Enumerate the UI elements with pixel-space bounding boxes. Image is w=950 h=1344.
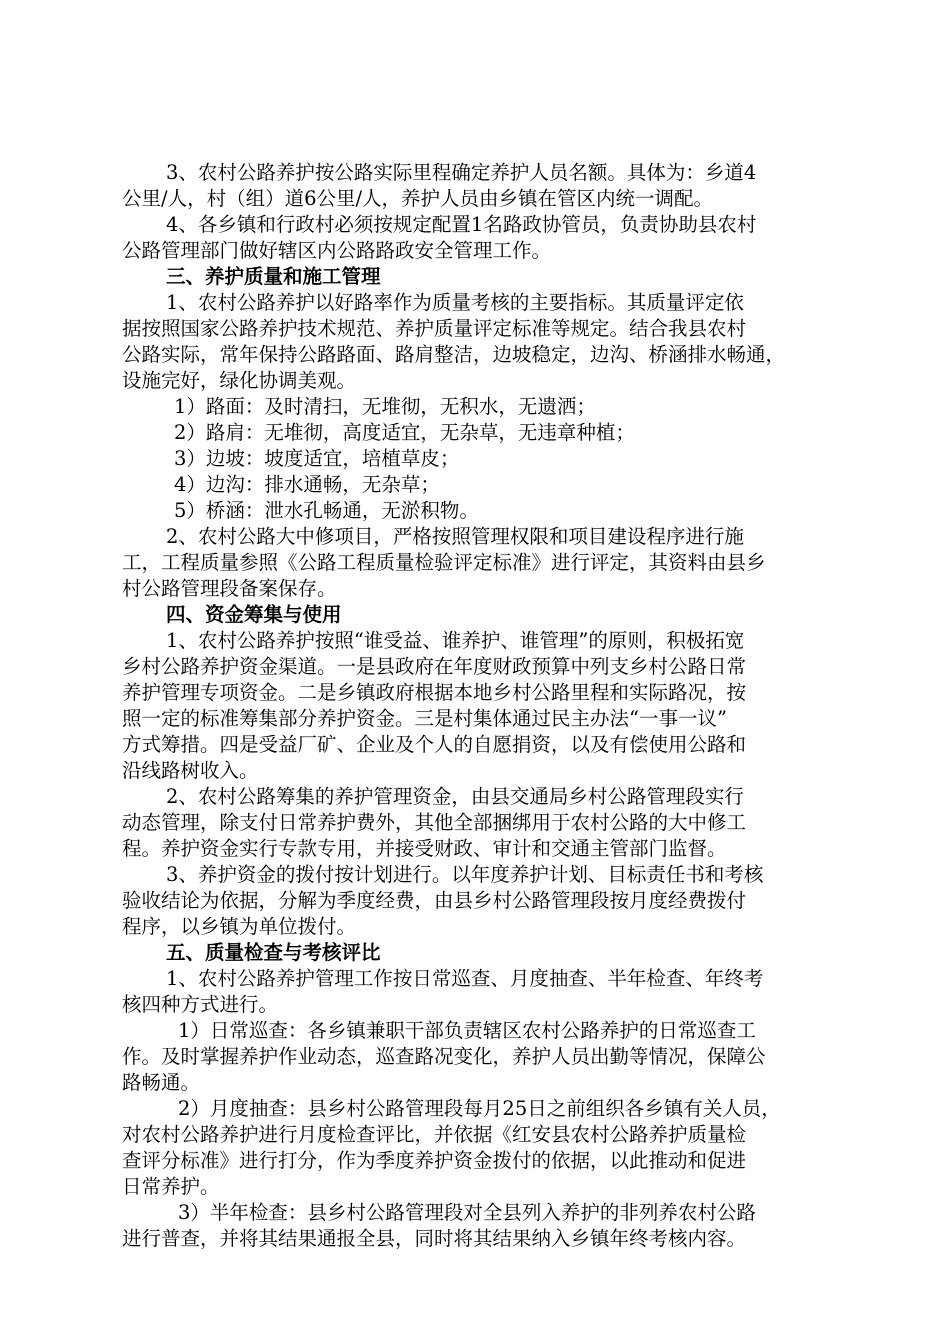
paragraph-line: 路畅通。 bbox=[122, 1071, 201, 1094]
paragraph-line: 2）月度抽查：县乡村公路管理段每月25日之前组织各乡镇有关人员， bbox=[178, 1097, 781, 1120]
paragraph-line: 程。养护资金实行专款专用，并接受财政、审计和交通主管部门监督。 bbox=[122, 837, 727, 860]
paragraph-line: 公里/人，村（组）道6公里/人，养护人员由乡镇在管区内统一调配。 bbox=[122, 187, 714, 210]
paragraph-line: 作。及时掌握养护作业动态，巡查路况变化，养护人员出勤等情况，保障公 bbox=[122, 1045, 766, 1068]
paragraph-line: 2、农村公路筹集的养护管理资金，由县交通局乡村公路管理段实行 bbox=[166, 785, 744, 808]
paragraph-line: 3、农村公路养护按公路实际里程确定养护人员名额。具体为：乡道4 bbox=[166, 161, 757, 184]
list-item: 1）路面：及时清扫，无堆彻，无积水，无遗洒； bbox=[174, 395, 596, 418]
paragraph-line: 照一定的标准筹集部分养护资金。三是村集体通过民主办法“一事一议” bbox=[122, 707, 727, 730]
paragraph-line: 进行普查，并将其结果通报全县，同时将其结果纳入乡镇年终考核内容。 bbox=[122, 1227, 747, 1250]
paragraph-line: 公路实际，常年保持公路路面、路肩整洁，边坡稳定，边沟、桥涵排水畅通， bbox=[122, 343, 786, 366]
paragraph-line: 1、农村公路养护管理工作按日常巡查、月度抽查、半年检查、年终考 bbox=[166, 967, 764, 990]
paragraph-line: 查评分标准》进行打分，作为季度养护资金拨付的依据，以此推动和促进 bbox=[122, 1149, 747, 1172]
paragraph-line: 对农村公路养护进行月度检查评比，并依据《红安县农村公路养护质量检 bbox=[122, 1123, 747, 1146]
section-heading: 三、养护质量和施工管理 bbox=[166, 265, 381, 288]
paragraph-line: 据按照国家公路养护技术规范、养护质量评定标准等规定。结合我县农村 bbox=[122, 317, 747, 340]
list-item: 5）桥涵：泄水孔畅通，无淤积物。 bbox=[174, 499, 479, 522]
paragraph-line: 乡村公路养护资金渠道。一是县政府在年度财政预算中列支乡村公路日常 bbox=[122, 655, 747, 678]
paragraph-line: 1、农村公路养护按照“谁受益、谁养护、谁管理”的原则，积极拓宽 bbox=[166, 629, 745, 652]
paragraph-line: 1）日常巡查：各乡镇兼职干部负责辖区农村公路养护的日常巡查工 bbox=[178, 1019, 756, 1042]
list-item: 2）路肩：无堆彻，高度适宜，无杂草，无违章种植； bbox=[174, 421, 635, 444]
paragraph-line: 验收结论为依据，分解为季度经费，由县乡村公路管理段按月度经费拨付 bbox=[122, 889, 747, 912]
section-heading: 五、质量检查与考核评比 bbox=[166, 941, 381, 964]
paragraph-line: 1、农村公路养护以好路率作为质量考核的主要指标。其质量评定依 bbox=[166, 291, 744, 314]
paragraph-line: 村公路管理段备案保存。 bbox=[122, 577, 337, 600]
paragraph-line: 2、农村公路大中修项目，严格按照管理权限和项目建设程序进行施 bbox=[166, 525, 744, 548]
paragraph-line: 核四种方式进行。 bbox=[122, 993, 279, 1016]
paragraph-line: 工，工程质量参照《公路工程质量检验评定标准》进行评定，其资料由县乡 bbox=[122, 551, 766, 574]
paragraph-line: 养护管理专项资金。二是乡镇政府根据本地乡村公路里程和实际路况，按 bbox=[122, 681, 747, 704]
paragraph-line: 公路管理部门做好辖区内公路路政安全管理工作。 bbox=[122, 239, 552, 262]
section-heading: 四、资金筹集与使用 bbox=[166, 603, 342, 626]
paragraph-line: 沿线路树收入。 bbox=[122, 759, 259, 782]
document-body bbox=[122, 160, 828, 1252]
paragraph-line: 设施完好，绿化协调美观。 bbox=[122, 369, 357, 392]
paragraph-line: 日常养护。 bbox=[122, 1175, 220, 1198]
paragraph-line: 3）半年检查：县乡村公路管理段对全县列入养护的非列养农村公路 bbox=[178, 1201, 756, 1224]
list-item: 3）边坡：坡度适宜，培植草皮； bbox=[174, 447, 460, 470]
paragraph-line: 程序，以乡镇为单位拨付。 bbox=[122, 915, 357, 938]
list-item: 4）边沟：排水通畅，无杂草； bbox=[174, 473, 440, 496]
paragraph-line: 3、养护资金的拨付按计划进行。以年度养护计划、目标责任书和考核 bbox=[166, 863, 764, 886]
paragraph-line: 方式筹措。四是受益厂矿、企业及个人的自愿捐资，以及有偿使用公路和 bbox=[122, 733, 747, 756]
paragraph-line: 动态管理，除支付日常养护费外，其他全部捆绑用于农村公路的大中修工 bbox=[122, 811, 747, 834]
paragraph-line: 4、各乡镇和行政村必须按规定配置1名路政协管员，负责协助县农村 bbox=[166, 213, 757, 236]
